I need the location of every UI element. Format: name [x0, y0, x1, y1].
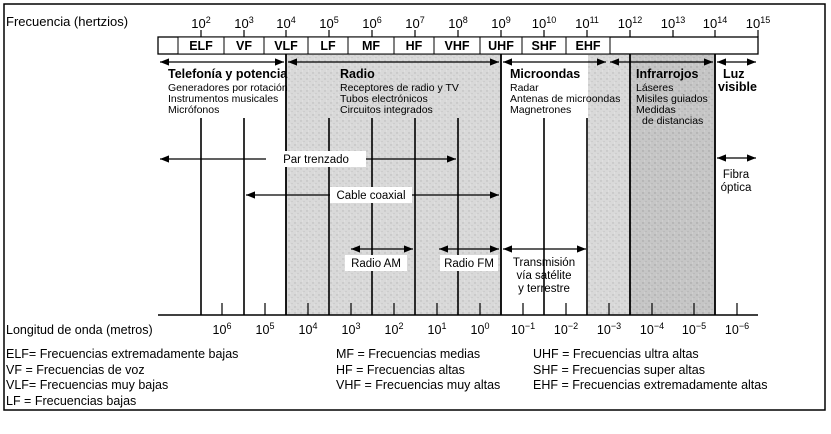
wl-tick-label: $10^{-2}$: [553, 321, 579, 337]
legend-item: VLF= Frecuencias muy bajas: [6, 378, 169, 392]
region-luz-visible: [718, 67, 757, 94]
coax-label: Cable coaxial: [336, 190, 406, 202]
region-item: de distancias: [642, 115, 704, 127]
legend-item: SHF = Frecuencias super altas: [533, 362, 705, 377]
wl-tick-label: $10^{-6}$: [724, 321, 750, 337]
freq-tick-label: $10^{11}$: [575, 15, 599, 31]
svg-text:óptica: óptica: [720, 182, 752, 194]
region-item: Micrófonos: [168, 104, 220, 116]
freq-tick-label: $10^{10}$: [531, 15, 557, 31]
legend-item: MF = Frecuencias medias: [336, 347, 481, 361]
region-item: Receptores de radio y TV: [340, 82, 459, 94]
region-item: Magnetrones: [510, 104, 572, 116]
freq-tick-label: $10^5$: [319, 15, 339, 31]
freq-tick-label: $10^9$: [491, 15, 511, 31]
band-label-shf: SHF: [531, 39, 557, 53]
freq-tick-label: $10^{15}$: [745, 15, 771, 31]
region-item: Láseres: [636, 82, 674, 94]
wl-tick-label: $10^3$: [341, 321, 361, 337]
region-item: Generadores por rotación: [168, 82, 288, 94]
freq-tick-label: $10^7$: [405, 15, 425, 31]
band-label-hf: HF: [405, 39, 423, 53]
freq-tick-label: $10^2$: [191, 15, 211, 31]
band-label-ehf: EHF: [575, 39, 601, 53]
band-label-elf: ELF: [189, 39, 213, 53]
band-label-vhf: VHF: [444, 39, 470, 53]
wl-tick-label: $10^2$: [384, 321, 404, 337]
freq-tick-label: $10^8$: [448, 15, 468, 31]
wl-tick-label: $10^0$: [470, 321, 490, 337]
region-item: Radar: [510, 82, 539, 94]
band-label-vf: VF: [236, 39, 252, 53]
band-label-uhf: UHF: [488, 39, 514, 53]
freq-tick-label: $10^{12}$: [617, 15, 643, 31]
band-label-vlf: VLF: [274, 39, 298, 53]
svg-text:Transmisión: Transmisión: [512, 257, 576, 269]
region-title: Radio: [340, 67, 375, 81]
wl-tick-label: $10^5$: [255, 321, 275, 337]
frequency-tick-marks: [201, 30, 758, 37]
fiber-label: [721, 169, 752, 194]
wavelength-tick-labels: [213, 321, 750, 337]
wavelength-label: Longitud de onda (metros): [6, 323, 153, 337]
legend-item: VF = Frecuencias de voz: [6, 362, 145, 377]
legend-col-1: [6, 347, 238, 409]
frequency-label: Frecuencia (hertzios): [6, 14, 129, 29]
region-item: Misiles guiados: [636, 93, 708, 105]
svg-text:Fibra: Fibra: [722, 169, 750, 181]
wl-tick-label: $10^{-5}$: [681, 321, 707, 337]
region-item: Instrumentos musicales: [168, 93, 279, 105]
region-item: Medidas: [636, 104, 676, 116]
region-infrarrojos: [636, 67, 708, 127]
freq-tick-label: $10^4$: [276, 15, 296, 31]
region-title: Telefonía y potencia: [168, 67, 288, 81]
legend-col-2: [336, 347, 500, 394]
freq-tick-label: $10^6$: [362, 15, 382, 31]
legend-item: ELF= Frecuencias extremadamente bajas: [6, 347, 239, 361]
wl-tick-label: $10^4$: [298, 321, 318, 337]
region-item: Antenas de microondas: [510, 93, 621, 105]
freq-tick-label: $10^{13}$: [660, 15, 686, 31]
frequency-tick-labels: [191, 15, 770, 31]
band-label-mf: MF: [361, 39, 381, 53]
satellite-label: [513, 257, 575, 295]
region-item: Tubos electrónicos: [340, 93, 428, 105]
svg-text:y terrestre: y terrestre: [518, 283, 570, 295]
region-title: Luz: [723, 67, 745, 81]
band-label-lf: LF: [320, 39, 336, 53]
region-item: Circuitos integrados: [340, 104, 433, 116]
wl-tick-label: $10^{-1}$: [510, 321, 536, 337]
legend-item: VHF = Frecuencias muy altas: [336, 378, 501, 392]
region-telefonia: [168, 67, 288, 116]
legend-item: LF = Frecuencias bajas: [6, 393, 137, 408]
region-title: Microondas: [510, 67, 581, 81]
twisted-pair-label: Par trenzado: [283, 154, 349, 166]
region-title: Infrarrojos: [636, 67, 699, 81]
freq-tick-label: $10^3$: [234, 15, 254, 31]
legend-item: UHF = Frecuencias ultra altas: [533, 347, 699, 361]
wl-tick-label: $10^{-3}$: [596, 321, 622, 337]
svg-text:vía satélite: vía satélite: [516, 270, 572, 282]
wl-tick-label: $10^6$: [212, 321, 232, 337]
radio-am-label: Radio AM: [351, 258, 401, 270]
freq-tick-label: $10^{14}$: [702, 15, 728, 31]
legend-item: HF = Frecuencias altas: [336, 362, 465, 377]
wl-tick-label: $10^1$: [427, 321, 447, 337]
wl-tick-label: $10^{-4}$: [639, 321, 665, 337]
region-title: visible: [718, 80, 757, 94]
legend-item: EHF = Frecuencias extremadamente altas: [533, 378, 768, 392]
radio-fm-label: Radio FM: [444, 258, 494, 270]
legend-col-3: [533, 347, 767, 394]
